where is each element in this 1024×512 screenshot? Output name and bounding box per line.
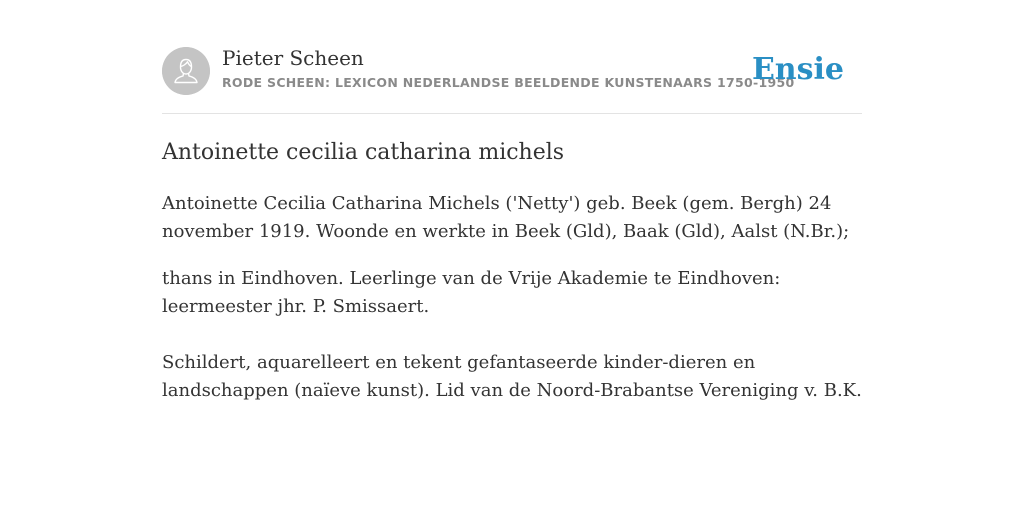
ensie-logo[interactable]: Ensie	[751, 52, 844, 87]
article-paragraph-3: Schildert, aquarelleert en tekent gefantaseerde kinder-dieren en landschappen (naïeve kunst). Lid van de Noord-Brabantse Vereniging v. B.K.	[162, 352, 862, 401]
source-label[interactable]: RODE SCHEEN: LEXICON NEDERLANDSE BEELDENDE KUNSTENAARS 1750-1950	[222, 75, 795, 90]
article-header	[162, 0, 862, 114]
author-avatar[interactable]	[162, 47, 210, 95]
author-name[interactable]: Pieter Scheen	[222, 46, 364, 70]
article-paragraph-1: Antoinette Cecilia Catharina Michels ('Netty') geb. Beek (gem. Bergh) 24 november 1919. Woonde en werkte in Beek (Gld), Baak (Gld), Aalst (N.Br.);	[162, 193, 850, 242]
article-card	[162, 0, 862, 401]
user-silhouette-icon	[162, 47, 210, 95]
article-title: Antoinette cecilia catharina michels	[162, 140, 565, 165]
article-paragraph-2: thans in Eindhoven. Leerlinge van de Vrije Akademie te Eindhoven: leermeester jhr. P. Smissaert.	[162, 268, 781, 317]
